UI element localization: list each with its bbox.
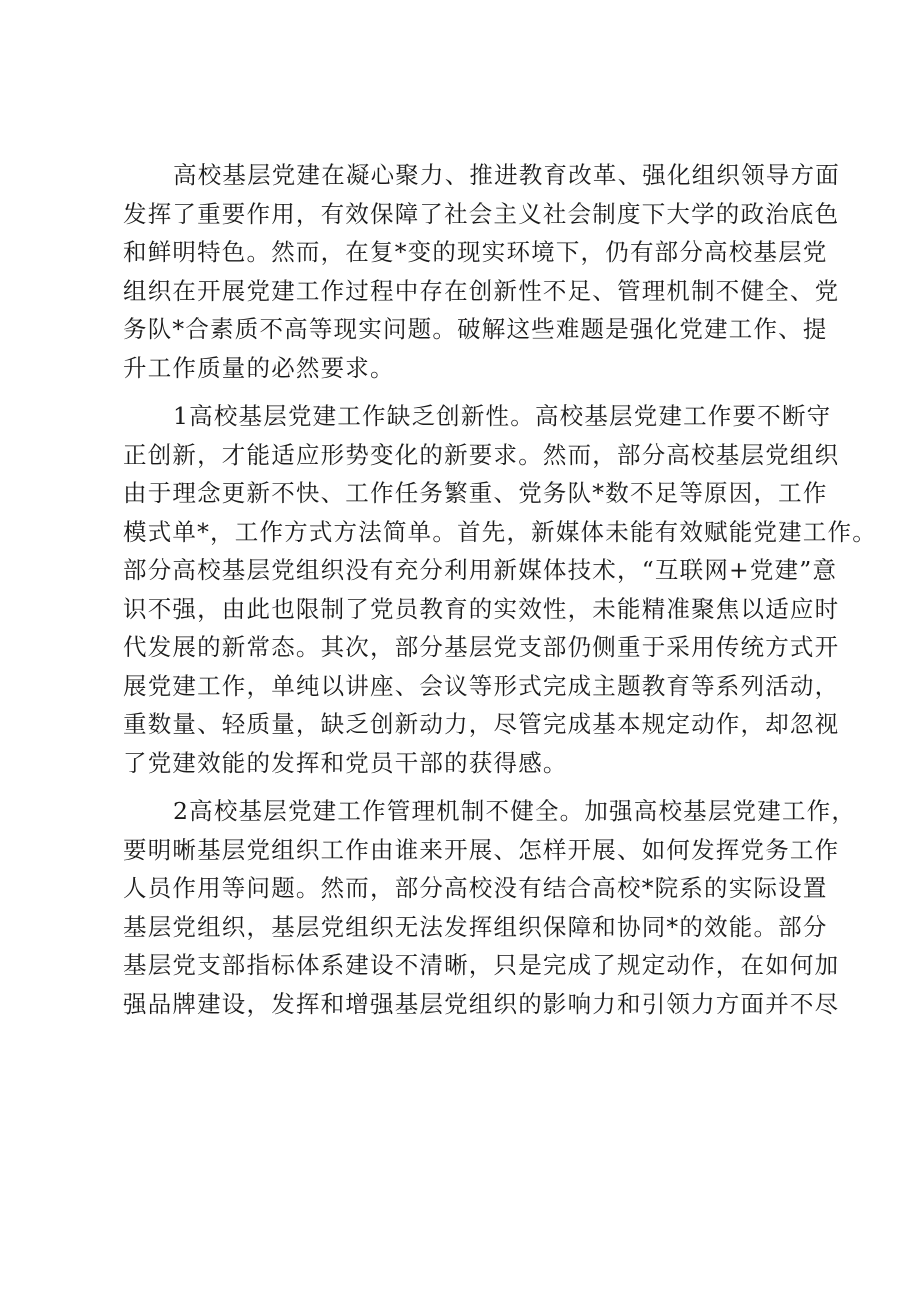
body-text — [123, 156, 877, 1023]
text-line: 升工作质量的必然要求。 — [123, 353, 395, 382]
text-line: 1高校基层党建工作缺乏创新性。高校基层党建工作要不断守 — [173, 402, 832, 430]
text-line: 高校基层党建在凝心聚力、推进教育改革、强化组织领导方面 — [173, 161, 840, 189]
text-line: 基层党组织，基层党组织无法发挥组织保障和协同*的效能。部分 — [123, 912, 828, 941]
text-line: 强品牌建设，发挥和增强基层党组织的影响力和引领力方面并不尽 — [123, 989, 840, 1018]
text-line: 基层党支部指标体系建设不清晰，只是完成了规定动作，在如何加 — [123, 951, 840, 979]
text-line: 发挥了重要作用，有效保障了社会主义社会制度下大学的政治底色 — [123, 199, 840, 228]
text-line: 识不强，由此也限制了党员教育的实效性，未能精准聚焦以适应时 — [123, 594, 840, 623]
text-line: 部分高校基层党组织没有充分利用新媒体技术，“互联网+党建”意 — [123, 556, 838, 584]
text-line: 代发展的新常态。其次，部分基层党支部仍侧重于采用传统方式开 — [123, 633, 840, 661]
text-line: 和鲜明特色。然而，在复*变的现实环境下，仍有部分高校基层党 — [123, 238, 828, 266]
text-line: 组织在开展党建工作过程中存在创新性不足、管理机制不健全、党 — [123, 276, 840, 305]
text-line: 了党建效能的发挥和党员干部的获得感。 — [123, 748, 568, 777]
text-line: 正创新，才能适应形势变化的新要求。然而，部分高校基层党组织 — [123, 440, 840, 469]
text-line: 人员作用等问题。然而，部分高校没有结合高校*院系的实际设置 — [123, 874, 828, 902]
text-line: 模式单*，工作方式方法简单。首先，新媒体未能有效赋能党建工作。 — [123, 517, 877, 546]
paragraph-intro — [123, 156, 840, 387]
text-line: 要明晰基层党组织工作由谁来开展、怎样开展、如何发挥党务工作 — [123, 835, 840, 864]
text-line: 2高校基层党建工作管理机制不健全。加强高校基层党建工作， — [173, 797, 857, 825]
text-line: 展党建工作，单纯以讲座、会议等形式完成主题教育等系列活动， — [123, 671, 840, 700]
paragraph-section-2 — [123, 792, 857, 1023]
paragraph-section-1 — [123, 397, 877, 782]
text-line: 由于理念更新不快、工作任务繁重、党务队*数不足等原因，工作 — [123, 479, 828, 507]
text-line: 重数量、轻质量，缺乏创新动力，尽管完成基本规定动作，却忽视 — [123, 710, 840, 738]
text-line: 务队*合素质不高等现实问题。破解这些难题是强化党建工作、提 — [123, 315, 828, 343]
